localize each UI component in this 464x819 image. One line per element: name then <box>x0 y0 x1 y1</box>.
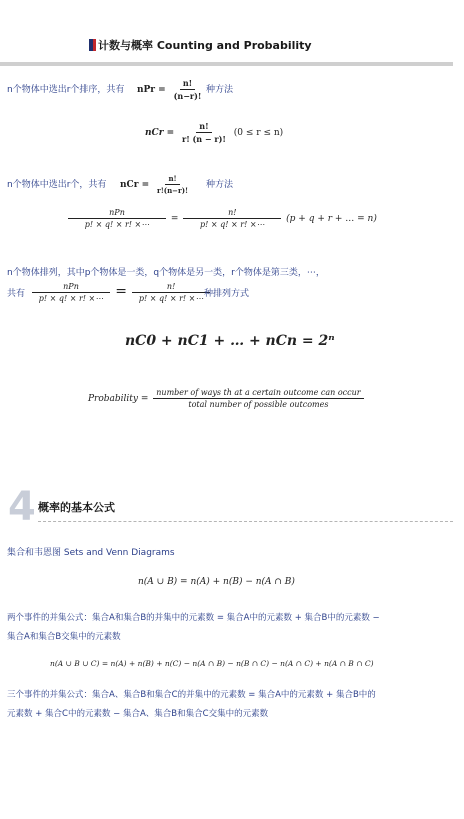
perm-intro: n个物体中选出r个排序，共有 <box>7 85 125 95</box>
grouped-num1: nPn <box>32 282 110 293</box>
grouped-num2: n! <box>132 282 210 293</box>
multinomial-den1: p! × q! × r! ×⋯ <box>84 220 150 229</box>
header-divider <box>0 62 453 66</box>
venn-two-events-line2: 集合A和集合B交集中的元素数 <box>7 632 121 642</box>
venn-heading: 集合和韦恩图 Sets and Venn Diagrams <box>7 548 175 558</box>
comb-numerator: n! <box>165 174 179 185</box>
ncr-formula <box>145 121 283 144</box>
header-marker-red <box>93 39 96 51</box>
perm-numerator: n! <box>180 78 195 90</box>
venn-three-set-formula: n(A ∪ B ∪ C) = n(A) + n(B) + n(C) − n(A ∩ B) − n(B ∩ C) − n(A ∩ C) + n(A ∩ B ∩ C) <box>50 659 374 668</box>
ncr-condition: (0 ≤ r ≤ n) <box>233 128 284 138</box>
probability-numerator: number of ways th at a certain outcome can occur <box>153 388 363 399</box>
perm-suffix: 种方法 <box>206 85 234 95</box>
grouped-suffix: 种排列方式 <box>204 289 250 299</box>
multinomial-eq: = <box>170 214 179 224</box>
ncr-symbol: nCr = <box>145 128 175 138</box>
multinomial-condition: (p + q + r + … = n) <box>286 214 377 224</box>
ncr-numerator: n! <box>196 121 211 133</box>
perm-denominator: (n−r)! <box>173 91 202 101</box>
perm-formula <box>137 78 206 101</box>
section-divider <box>38 521 453 522</box>
comb-suffix: 种方法 <box>206 180 234 190</box>
section-number: 4 <box>8 484 36 530</box>
probability-formula <box>88 388 366 409</box>
grouped-formula <box>30 282 212 303</box>
grouped-line1: n个物体排列，其中p个物体是一类，q个物体是另一类，r个物体是第三类，⋯， <box>7 268 325 278</box>
ncr-denominator: r! (n − r)! <box>182 134 226 144</box>
grouped-den1: p! × q! × r! ×⋯ <box>38 294 104 303</box>
multinomial-num2: n! <box>183 208 281 219</box>
multinomial-den2: p! × q! × r! ×⋯ <box>200 220 265 229</box>
probability-lhs: Probability = <box>88 394 149 404</box>
section-title: 概率的基本公式 <box>38 501 115 514</box>
venn-two-set-formula: n(A ∪ B) = n(A) + n(B) − n(A ∩ B) <box>138 577 295 587</box>
page-title: 计数与概率 Counting and Probability <box>98 39 312 52</box>
comb-formula <box>120 174 193 195</box>
probability-denominator: total number of possible outcomes <box>188 400 329 409</box>
comb-denominator: r!(n−r)! <box>157 186 189 195</box>
venn-two-events-line1: 两个事件的并集公式：集合A和集合B的并集中的元素数 = 集合A中的元素数 + 集合B中的元素数 − <box>7 613 380 623</box>
grouped-prefix: 共有 <box>7 289 26 299</box>
venn-three-events-line2: 元素数 + 集合C中的元素数 − 集合A、集合B和集合C交集中的元素数 <box>7 709 269 719</box>
grouped-eq: = <box>115 283 127 300</box>
multinomial-num1: nPn <box>68 208 166 219</box>
comb-intro: n个物体中选出r个，共有 <box>7 180 107 190</box>
perm-symbol: nPr = <box>137 85 166 95</box>
comb-symbol: nCr = <box>120 180 150 190</box>
venn-three-events-line1: 三个事件的并集公式：集合A、集合B和集合C的并集中的元素数 = 集合A中的元素数 + 集合B中的 <box>7 690 376 700</box>
binomial-sum-formula: nC0 + nC1 + … + nCn = 2ⁿ <box>125 333 335 349</box>
grouped-den2: p! × q! × r! ×⋯ <box>138 294 204 303</box>
multinomial-formula <box>66 208 377 229</box>
